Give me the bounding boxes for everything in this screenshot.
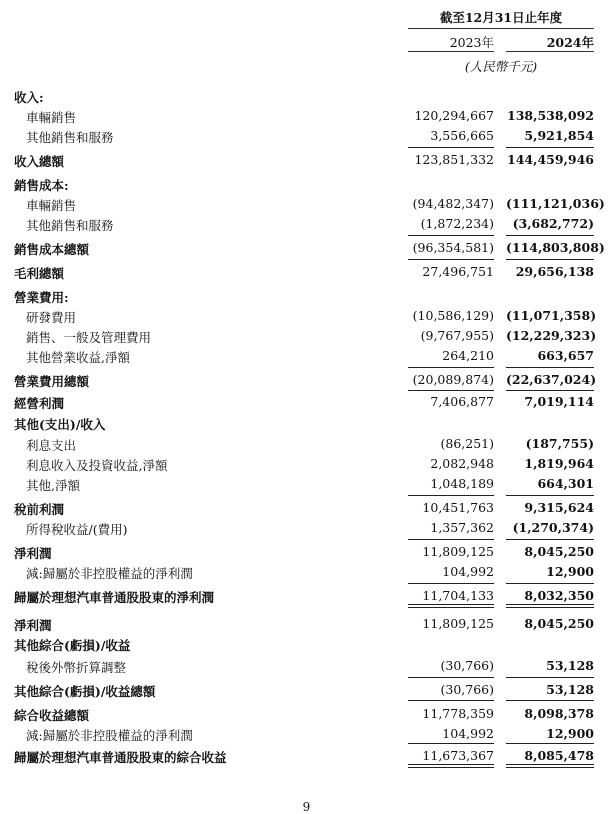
row-net-profit: 淨利潤 11,809,125 8,045,250 (14, 544, 594, 561)
rule-single (408, 700, 494, 701)
row-total-oci: 其他綜合(虧損)/收益總額 (30,766) 53,128 (14, 682, 594, 699)
rule-double (408, 604, 494, 605)
rule-single (408, 147, 494, 148)
row-other-net: 其他,淨額 1,048,189 664,301 (26, 476, 594, 493)
row-less-nci-net-profit: 減:歸屬於非控股權益的淨利潤 104,992 12,900 (26, 564, 594, 581)
year-prior-underline (408, 51, 494, 52)
row-cost-other: 其他銷售和服務 (1,872,234) (3,682,772) (26, 216, 594, 233)
row-total-comprehensive-income: 綜合收益總額 11,778,359 8,098,378 (14, 706, 594, 723)
rule-double (506, 607, 594, 608)
section-other-income: 其他(支出)/收入 (14, 417, 106, 432)
rule-single (506, 259, 594, 260)
row-rnd: 研發費用 (10,586,129) (11,071,358) (26, 308, 597, 325)
rule-single (408, 390, 494, 391)
rule-double (506, 767, 594, 768)
row-interest-expense: 利息支出 (86,251) (187,755) (26, 436, 594, 453)
rule-single (506, 743, 594, 744)
row-gross-profit: 毛利總額 27,496,751 29,656,138 (14, 264, 594, 281)
row-operating-profit: 經營利潤 7,406,877 7,019,114 (14, 394, 594, 411)
row-net-profit-attributable: 歸屬於理想汽車普通股股東的淨利潤 11,704,133 8,032,350 (14, 588, 594, 605)
row-fx-translation: 稅後外幣折算調整 (30,766) 53,128 (26, 658, 594, 675)
section-cost-of-sales: 銷售成本: (14, 178, 69, 193)
row-cost-vehicle-sales: 車輛銷售 (94,482,347) (111,121,036) (26, 196, 605, 213)
row-total-cost-of-sales: 銷售成本總額 (96,354,581) (114,803,808) (14, 240, 605, 257)
rule-single (408, 235, 494, 236)
rule-single (408, 743, 494, 744)
page-number: 9 (302, 800, 311, 814)
row-interest-investment-income: 利息收入及投資收益,淨額 2,082,948 1,819,964 (26, 456, 594, 473)
section-revenue: 收入: (14, 90, 44, 105)
rule-single (506, 367, 594, 368)
rule-single (506, 539, 594, 540)
period-heading: 截至12月31日止年度 (439, 10, 563, 25)
rule-double (408, 764, 494, 765)
rule-single (408, 677, 494, 678)
row-sga: 銷售、一般及管理費用 (9,767,955) (12,229,323) (26, 328, 597, 345)
row-total-operating-expenses: 營業費用總額 (20,089,874) (22,637,024) (14, 372, 597, 389)
row-less-nci-2: 減:歸屬於非控股權益的淨利潤 104,992 12,900 (26, 726, 594, 743)
row-comprehensive-income-attributable: 歸屬於理想汽車普通股股東的綜合收益 11,673,367 8,085,478 (14, 748, 594, 765)
rule-double (408, 607, 494, 608)
row-revenue-other: 其他銷售和服務 3,556,665 5,921,854 (26, 128, 594, 145)
row-other-operating-income: 其他營業收益,淨額 264,210 663,657 (26, 348, 594, 365)
rule-single (506, 700, 594, 701)
rule-single (506, 583, 594, 584)
rule-double (506, 604, 594, 605)
unit-note: (人民幣千元) (464, 59, 538, 74)
row-profit-before-tax: 稅前利潤 10,451,763 9,315,624 (14, 500, 594, 517)
rule-single (408, 495, 494, 496)
year-current-heading: 2024年 (546, 35, 594, 50)
rule-single (506, 495, 594, 496)
rule-single (506, 677, 594, 678)
period-underline (408, 28, 594, 29)
rule-double (408, 767, 494, 768)
rule-single (408, 367, 494, 368)
rule-single (408, 583, 494, 584)
rule-single (408, 539, 494, 540)
row-revenue-vehicle-sales: 車輛銷售 120,294,667 138,538,092 (26, 108, 594, 125)
row-income-tax: 所得稅收益/(費用) 1,357,362 (1,270,374) (26, 520, 594, 537)
section-oci: 其他綜合(虧損)/收益 (14, 638, 131, 653)
rule-single (506, 147, 594, 148)
year-prior-heading: 2023年 (449, 35, 494, 50)
rule-single (506, 235, 594, 236)
section-operating-expenses: 營業費用: (14, 290, 69, 305)
row-total-revenue: 收入總額 123,851,332 144,459,946 (14, 152, 594, 169)
rule-single (506, 390, 594, 391)
rule-double (506, 764, 594, 765)
year-current-underline (506, 51, 594, 52)
rule-single (408, 259, 494, 260)
row-net-profit-2: 淨利潤 11,809,125 8,045,250 (14, 616, 594, 633)
